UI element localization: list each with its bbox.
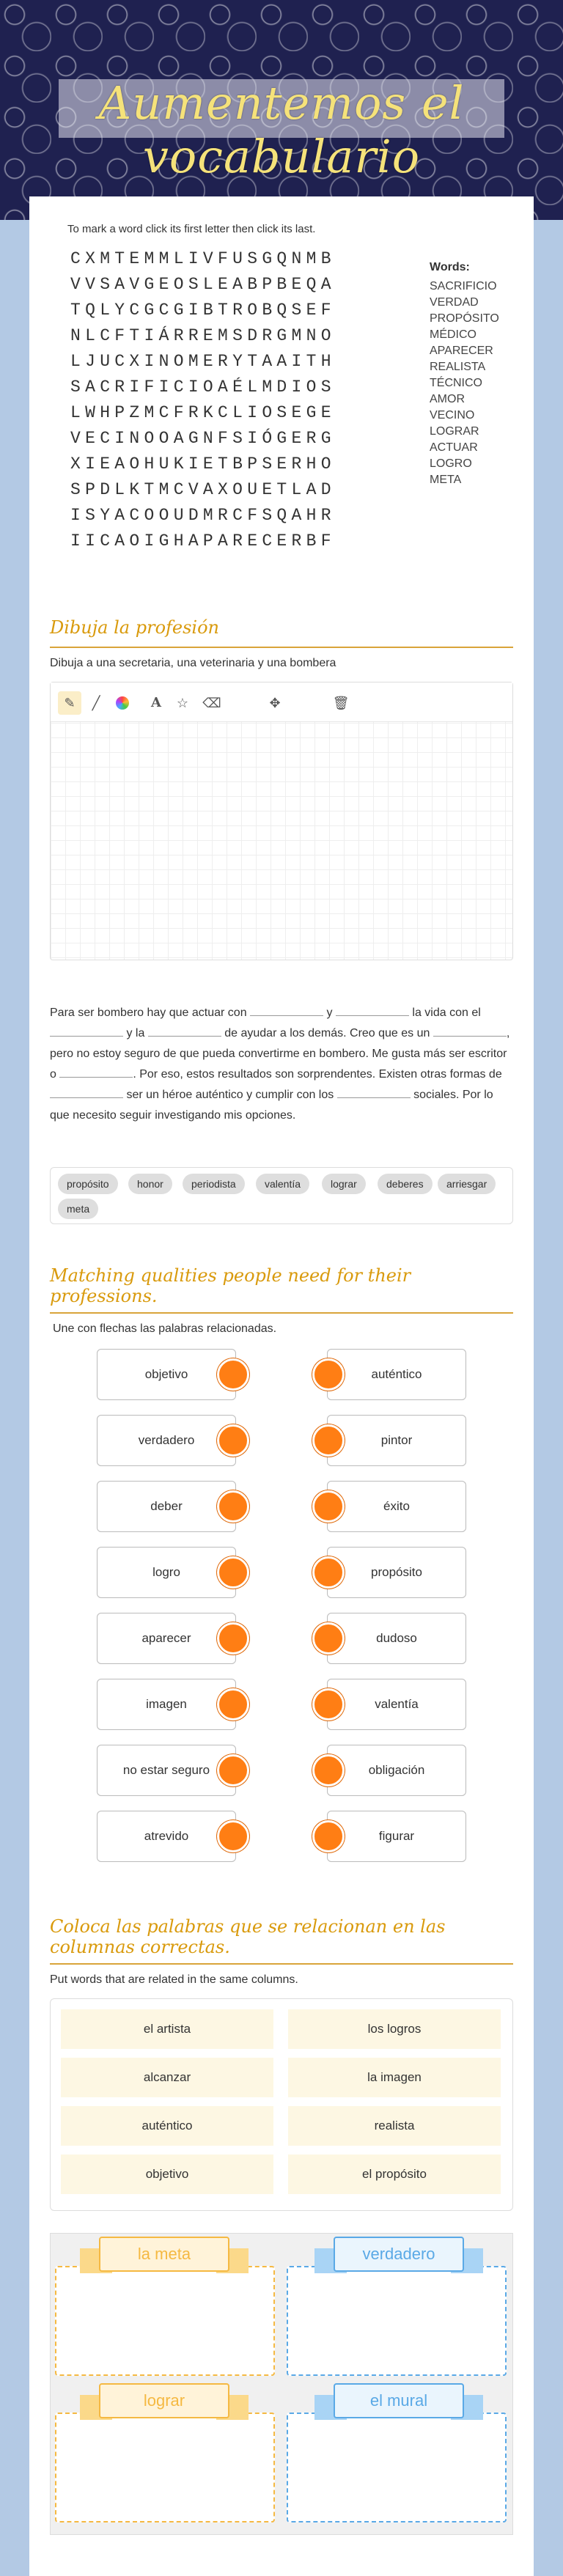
- cloze-text: . Por eso, estos resultados son sorprendentes. Existen otras formas de: [133, 1068, 502, 1081]
- grid-row[interactable]: LJUCXINOMERYTAAITH: [70, 352, 336, 371]
- section-divider: [50, 1312, 513, 1314]
- match-connector-dot[interactable]: [312, 1556, 345, 1589]
- match-connector-dot[interactable]: [217, 1820, 249, 1852]
- match-connector-dot[interactable]: [312, 1358, 345, 1391]
- cloze-blank[interactable]: [250, 1004, 323, 1016]
- match-connector-dot[interactable]: [217, 1556, 249, 1589]
- match-right-item[interactable]: dudoso: [327, 1613, 466, 1664]
- cloze-text: y: [323, 1007, 336, 1019]
- word-list-item: MÉDICO: [430, 328, 476, 341]
- word-list-item: ACTUAR: [430, 441, 478, 454]
- word-list-item: AMOR: [430, 393, 465, 405]
- sorting-instruction: Put words that are related in the same columns.: [50, 1973, 298, 1986]
- cloze-blank[interactable]: [59, 1066, 133, 1078]
- match-left-item[interactable]: deber: [97, 1481, 236, 1532]
- drawing-section-title: Dibuja la profesión: [50, 617, 219, 638]
- pencil-icon[interactable]: ✎: [58, 691, 81, 715]
- cloze-text: ser un héroe auténtico y cumplir con los: [123, 1089, 337, 1101]
- match-connector-dot[interactable]: [217, 1424, 249, 1457]
- match-left-item[interactable]: verdadero: [97, 1415, 236, 1466]
- cloze-blank[interactable]: [337, 1086, 411, 1098]
- eraser-icon[interactable]: ⌫: [202, 696, 221, 710]
- grid-row[interactable]: VVSAVGEOSLEABPBEQA: [70, 275, 336, 294]
- grid-row[interactable]: LWHPZMCFRKCLIOSEGE: [70, 403, 336, 422]
- cloze-text: la vida con el: [408, 1007, 481, 1019]
- drawing-toolbar: [51, 682, 512, 722]
- category-label: la meta: [99, 2237, 229, 2272]
- category-ribbon: [314, 2237, 483, 2276]
- cloze-text: de ayudar a los demás. Creo que es un: [221, 1027, 433, 1039]
- match-connector-dot[interactable]: [217, 1688, 249, 1721]
- word-chip[interactable]: deberes: [378, 1174, 433, 1194]
- wordsearch-instruction: To mark a word click its first letter then click its last.: [67, 223, 316, 235]
- category-label: lograr: [99, 2383, 229, 2418]
- match-right-item[interactable]: propósito: [327, 1547, 466, 1598]
- word-list-item: LOGRAR: [430, 425, 479, 438]
- sort-item[interactable]: los logros: [288, 2009, 501, 2049]
- drawing-canvas[interactable]: [50, 682, 513, 960]
- brush-icon[interactable]: ╱: [92, 696, 100, 710]
- word-chip[interactable]: periodista: [183, 1174, 245, 1194]
- match-connector-dot[interactable]: [217, 1490, 249, 1523]
- drawing-instruction: Dibuja a una secretaria, una veterinaria y una bombera: [50, 657, 336, 669]
- drop-zone-lograr[interactable]: [55, 2413, 275, 2522]
- drop-zone-el-mural[interactable]: [287, 2413, 507, 2522]
- grid-row[interactable]: TQLYCGCGIBTROBQSEF: [70, 301, 336, 320]
- match-left-item[interactable]: logro: [97, 1547, 236, 1598]
- sort-item[interactable]: objetivo: [61, 2154, 273, 2194]
- match-right-item[interactable]: éxito: [327, 1481, 466, 1532]
- cloze-text: , pero no estoy seguro de que pueda convertirme en bombero. Me gusta más ser escritor o: [50, 1027, 510, 1081]
- category-ribbon: [80, 2383, 249, 2423]
- word-chip[interactable]: propósito: [58, 1174, 118, 1194]
- cloze-blank[interactable]: [148, 1025, 221, 1037]
- cloze-text: y la: [123, 1027, 148, 1039]
- move-icon[interactable]: ✥: [269, 696, 281, 710]
- cloze-blank[interactable]: [336, 1004, 409, 1016]
- category-ribbon: [80, 2237, 249, 2276]
- grid-row[interactable]: SPDLKTMCVAXOUETLAD: [70, 480, 336, 499]
- sort-item[interactable]: realista: [288, 2106, 501, 2146]
- word-chip[interactable]: valentía: [256, 1174, 309, 1194]
- worksheet-title: Aumentemos el vocabulario: [98, 76, 465, 183]
- drop-zone-verdadero[interactable]: [287, 2266, 507, 2376]
- word-list-item: PROPÓSITO: [430, 312, 499, 325]
- match-connector-dot[interactable]: [312, 1622, 345, 1655]
- sort-item[interactable]: el artista: [61, 2009, 273, 2049]
- match-connector-dot[interactable]: [217, 1358, 249, 1391]
- category-ribbon: [314, 2383, 483, 2423]
- star-icon[interactable]: ☆: [176, 696, 189, 710]
- category-label: el mural: [334, 2383, 464, 2418]
- grid-row[interactable]: NLCFTIÁRREMSDRGMNO: [70, 326, 336, 345]
- text-icon[interactable]: A: [151, 695, 161, 710]
- header-banner: [0, 0, 563, 220]
- sort-item[interactable]: alcanzar: [61, 2058, 273, 2097]
- match-left-item[interactable]: imagen: [97, 1679, 236, 1730]
- match-right-item[interactable]: auténtico: [327, 1349, 466, 1400]
- drop-zone-la-meta[interactable]: [55, 2266, 275, 2376]
- word-list-item: SACRIFICIO: [430, 280, 497, 292]
- cloze-blank[interactable]: [50, 1025, 123, 1037]
- match-left-item[interactable]: no estar seguro: [97, 1745, 236, 1796]
- word-list-item: META: [430, 474, 462, 486]
- match-left-item[interactable]: atrevido: [97, 1811, 236, 1862]
- match-connector-dot[interactable]: [312, 1490, 345, 1523]
- words-list-title: Words:: [430, 261, 470, 273]
- match-connector-dot[interactable]: [217, 1754, 249, 1786]
- match-connector-dot[interactable]: [312, 1820, 345, 1852]
- cloze-blank[interactable]: [50, 1086, 123, 1098]
- cloze-paragraph: [50, 1003, 513, 1126]
- word-list-item: LOGRO: [430, 457, 472, 470]
- sort-item[interactable]: la imagen: [288, 2058, 501, 2097]
- trash-icon[interactable]: 🗑: [332, 696, 350, 710]
- match-connector-dot[interactable]: [312, 1754, 345, 1786]
- cloze-text: sociales. Por lo que necesito seguir investigando mis opciones.: [50, 1089, 493, 1122]
- grid-row[interactable]: CXMTEMMLIVFUSGQNMB: [70, 249, 336, 268]
- word-bank: [50, 1167, 513, 1224]
- grid-row[interactable]: VECINOOAGNFSIÓGERG: [70, 429, 336, 448]
- sort-item[interactable]: el propósito: [288, 2154, 501, 2194]
- cloze-text: Para ser bombero hay que actuar con: [50, 1007, 251, 1019]
- word-chip[interactable]: arriesgar: [438, 1174, 496, 1194]
- match-connector-dot[interactable]: [312, 1424, 345, 1457]
- color-icon[interactable]: [111, 691, 134, 715]
- word-chip[interactable]: lograr: [322, 1174, 366, 1194]
- match-connector-dot[interactable]: [217, 1622, 249, 1655]
- grid-row[interactable]: XIEAOHUKIETBPSERHO: [70, 455, 336, 474]
- grid-row[interactable]: ISYACOOUDMRCFSQAHR: [70, 506, 336, 525]
- match-left-item[interactable]: aparecer: [97, 1613, 236, 1664]
- sorting-items: [50, 1998, 513, 2211]
- match-connector-dot[interactable]: [312, 1688, 345, 1721]
- section-divider: [50, 647, 513, 648]
- matching-instruction: Une con flechas las palabras relacionadas.: [53, 1322, 277, 1335]
- sorting-columns: [50, 2233, 513, 2535]
- match-left-item[interactable]: objetivo: [97, 1349, 236, 1400]
- matching-section-title: Matching qualities people need for their professions.: [50, 1265, 411, 1306]
- word-chip[interactable]: honor: [128, 1174, 172, 1194]
- word-list-item: VERDAD: [430, 296, 479, 309]
- word-list-item: TÉCNICO: [430, 377, 482, 389]
- cloze-blank[interactable]: [433, 1025, 507, 1037]
- section-divider: [50, 1963, 513, 1965]
- word-list-item: APARECER: [430, 345, 493, 357]
- sorting-section-title: Coloca las palabras que se relacionan en las columnas correctas.: [50, 1916, 446, 1957]
- grid-row[interactable]: IICAOIGHAPARECERBF: [70, 531, 336, 551]
- match-right-item[interactable]: figurar: [327, 1811, 466, 1862]
- word-chip[interactable]: meta: [58, 1199, 98, 1219]
- word-list-item: REALISTA: [430, 361, 486, 373]
- match-right-item[interactable]: pintor: [327, 1415, 466, 1466]
- match-right-item[interactable]: obligación: [327, 1745, 466, 1796]
- sort-item[interactable]: auténtico: [61, 2106, 273, 2146]
- grid-row[interactable]: SACRIFICIOAÉLMDIOS: [70, 378, 336, 397]
- word-list-item: VECINO: [430, 409, 475, 422]
- category-label: verdadero: [334, 2237, 464, 2272]
- match-right-item[interactable]: valentía: [327, 1679, 466, 1730]
